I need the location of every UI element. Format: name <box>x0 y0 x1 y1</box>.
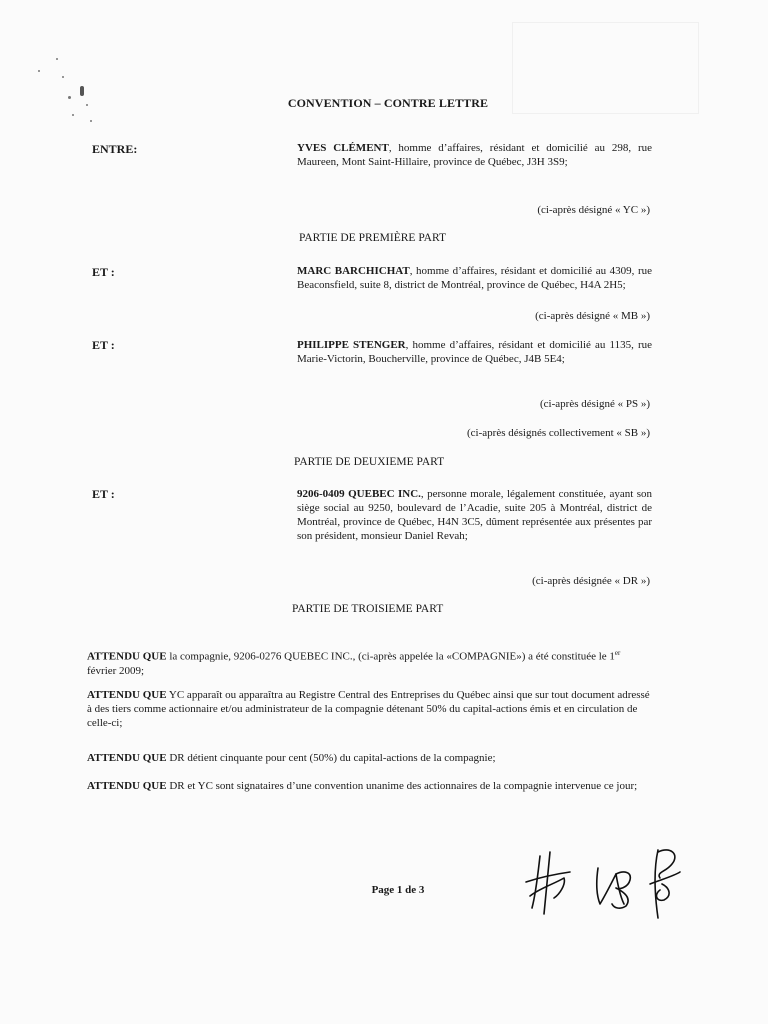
whereas-lead: ATTENDU QUE <box>87 780 167 792</box>
document-title: CONVENTION – CONTRE LETTRE <box>287 96 489 110</box>
handwritten-initials <box>520 838 690 928</box>
whereas-clause <box>87 779 652 793</box>
party-label-et: ET : <box>92 487 115 501</box>
whereas-clause <box>87 751 652 765</box>
ordinal-suffix: er <box>614 649 621 657</box>
party-description: , homme d’affaires, résidant et domicilié au 1135, rue Marie-Victorin, Boucherville, province de Québec, J4B 5E4; <box>297 339 652 365</box>
whereas-text: février 2009; <box>87 664 145 677</box>
party-name: YVES CLÉMENT <box>297 142 389 154</box>
partie-deuxieme: PARTIE DE DEUXIEME PART <box>294 456 445 468</box>
page-number: Page 1 de 3 <box>371 884 425 896</box>
whereas-lead: ATTENDU QUE <box>87 752 167 764</box>
designation-dr: (ci-après désignée « DR ») <box>532 575 650 587</box>
initials-signature-icon <box>520 838 690 928</box>
whereas-clause <box>87 688 652 730</box>
whereas-text: la compagnie, 9206-0276 QUEBEC INC., (ci-après appelée la «COMPAGNIE») a été constituée le 1 <box>166 650 615 663</box>
whereas-text: DR détient cinquante pour cent (50%) du capital-actions de la compagnie; <box>166 752 496 764</box>
party-name: PHILIPPE STENGER <box>297 339 406 351</box>
whereas-text: DR et YC sont signataires d’une convention unanime des actionnaires de la compagnie intervenue ce jour; <box>166 780 638 792</box>
designation-sb: (ci-après désignés collectivement « SB ») <box>467 427 650 439</box>
party-description: , homme d’affaires, résidant et domicilié au 4309, rue Beaconsfield, suite 8, district de Montréal, province de Québec, H4A 2H5; <box>297 265 652 291</box>
designation-ps: (ci-après désigné « PS ») <box>540 398 650 410</box>
party-label-et: ET : <box>92 265 115 279</box>
party-name: 9206-0409 QUEBEC INC. <box>297 488 421 500</box>
designation-yc: (ci-après désigné « YC ») <box>537 204 650 216</box>
party-description: , personne morale, légalement constituée, ayant son siège social au 9250, boulevard de l’Acadie, suite 205 à Montréal, district de Montréal, province de Québec, H4N 3C5, dûment représentée aux présentes par son président, monsieur Daniel Revah; <box>297 488 652 542</box>
party-label-et: ET : <box>92 338 115 352</box>
party-marc-barchichat <box>297 264 652 292</box>
party-philippe-stenger <box>297 338 652 366</box>
party-label-entre: ENTRE: <box>92 142 138 156</box>
partie-premiere: PARTIE DE PREMIÈRE PART <box>299 232 446 244</box>
whereas-clause <box>87 646 652 678</box>
party-name: MARC BARCHICHAT <box>297 265 410 277</box>
partie-troisieme: PARTIE DE TROISIEME PART <box>292 603 444 615</box>
whereas-text: YC apparaît ou apparaîtra au Registre Central des Entreprises du Québec ainsi que sur tout document adressé à des tiers comme actionnaire et/ou administrateur de la compagnie détenant 50% du capital-actions émis et en circulation de celle-ci; <box>87 689 650 729</box>
party-description: , homme d’affaires, résidant et domicilié au 298, rue Maureen, Mont Saint-Hillaire, province de Québec, J3H 3S9; <box>297 142 652 168</box>
designation-mb: (ci-après désigné « MB ») <box>535 310 650 322</box>
whereas-lead: ATTENDU QUE <box>87 689 167 701</box>
party-quebec-inc <box>297 487 652 543</box>
party-yves-clement <box>297 141 652 169</box>
whereas-lead: ATTENDU QUE <box>87 650 167 663</box>
